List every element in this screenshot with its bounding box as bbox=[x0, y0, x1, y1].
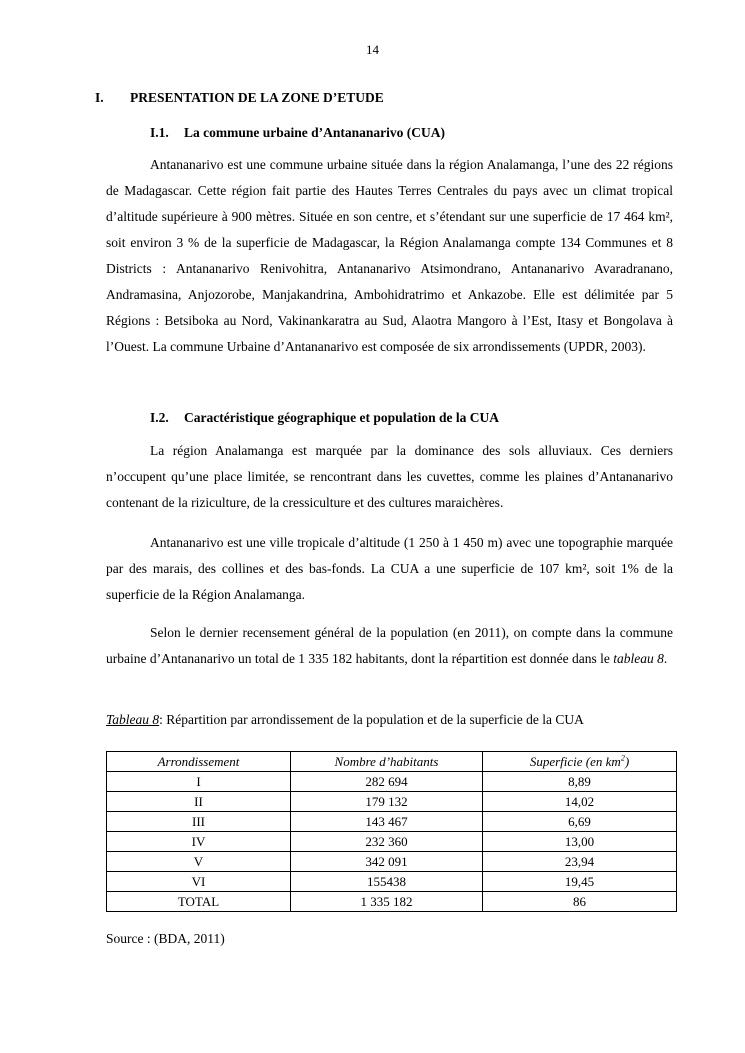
cell-arrondissement: IV bbox=[107, 832, 291, 852]
cell-superficie: 23,94 bbox=[483, 852, 677, 872]
table-source: Source : (BDA, 2011) bbox=[106, 931, 225, 946]
table-caption-label: Tableau 8 bbox=[106, 712, 160, 727]
page-number: 14 bbox=[366, 42, 379, 57]
subsection-title: Caractéristique géographique et population de la CUA bbox=[184, 410, 499, 425]
cell-habitants: 179 132 bbox=[291, 792, 483, 812]
cell-habitants: 232 360 bbox=[291, 832, 483, 852]
paragraph-topography: Antananarivo est une ville tropicale d’altitude (1 250 à 1 450 m) avec une topographie marquée par des marais, des collines et des bas-fonds. La CUA a une superficie de 107 km², soit 1% de la superficie de la Région Analamanga. bbox=[106, 535, 673, 602]
subsection-heading-1 bbox=[150, 125, 445, 141]
table-reference: tableau 8 bbox=[613, 651, 664, 666]
cell-total-habitants: 1 335 182 bbox=[291, 892, 483, 912]
cell-habitants: 282 694 bbox=[291, 772, 483, 792]
header-superficie-close: ) bbox=[624, 754, 630, 769]
cell-superficie: 6,69 bbox=[483, 812, 677, 832]
section-heading bbox=[95, 90, 384, 106]
cell-habitants: 143 467 bbox=[291, 812, 483, 832]
paragraph-soils: La région Analamanga est marquée par la dominance des sols alluviaux. Ces derniers n’occupent qu’une place limitée, se rencontrant dans les cuvettes, comme les plaines d’Antananarivo contenant de la riziculture, de la cressiculture et des cultures maraichères. bbox=[106, 443, 673, 510]
section-title: PRESENTATION DE LA ZONE D’ETUDE bbox=[130, 90, 384, 105]
header-habitants: Nombre d’habitants bbox=[291, 752, 483, 772]
cell-arrondissement: V bbox=[107, 852, 291, 872]
population-table bbox=[106, 751, 677, 912]
table-caption bbox=[106, 712, 584, 728]
table-total-row bbox=[107, 892, 677, 912]
cell-total-label: TOTAL bbox=[107, 892, 291, 912]
table-header-row bbox=[107, 752, 677, 772]
header-arrondissement: Arrondissement bbox=[107, 752, 291, 772]
table-row bbox=[107, 852, 677, 872]
cell-superficie: 13,00 bbox=[483, 832, 677, 852]
subsection-number: I.2. bbox=[150, 410, 169, 425]
table-row bbox=[107, 832, 677, 852]
cell-habitants: 155438 bbox=[291, 872, 483, 892]
cell-superficie: 8,89 bbox=[483, 772, 677, 792]
subsection-heading-2 bbox=[150, 410, 499, 426]
cell-total-superficie: 86 bbox=[483, 892, 677, 912]
table-row bbox=[107, 812, 677, 832]
section-number: I. bbox=[95, 90, 104, 105]
paragraph-population-text: Selon le dernier recensement général de la population (en 2011), on compte dans la commune urbaine d’Antananarivo un total de 1 335 182 habitants, dont la répartition est donnée dans le bbox=[106, 625, 673, 666]
cell-habitants: 342 091 bbox=[291, 852, 483, 872]
table-row bbox=[107, 772, 677, 792]
table-caption-text: : Répartition par arrondissement de la population et de la superficie de la CUA bbox=[159, 712, 584, 727]
cell-arrondissement: III bbox=[107, 812, 291, 832]
header-superficie-text: Superficie (en km bbox=[529, 754, 621, 769]
cell-arrondissement: I bbox=[107, 772, 291, 792]
subsection-number: I.1. bbox=[150, 125, 169, 140]
table-row bbox=[107, 872, 677, 892]
header-superficie bbox=[483, 752, 677, 772]
paragraph-population-end: . bbox=[663, 651, 668, 666]
cell-superficie: 14,02 bbox=[483, 792, 677, 812]
table-row bbox=[107, 792, 677, 812]
cell-arrondissement: VI bbox=[107, 872, 291, 892]
header-superficie-exponent: 2 bbox=[620, 753, 625, 763]
subsection-title: La commune urbaine d’Antananarivo (CUA) bbox=[184, 125, 446, 140]
paragraph-population bbox=[106, 620, 673, 672]
paragraph-cua-presentation: Antananarivo est une commune urbaine située dans la région Analamanga, l’une des 22 régions de Madagascar. Cette région fait partie des Hautes Terres Centrales du pays avec un climat tropical d’altitude supérieure à 900 mètres. Située en son centre, et s’étendant sur une superficie de 17 464 km², soit environ 3 % de la superficie de Madagascar, la Région Analamanga compte 134 Communes et 8 Districts : Antananarivo Renivohitra, Antananarivo Atsimondrano, Antananarivo Avaradranano, Andramasina, Anjozorobe, Manjakandrina, Ambohidratrimo et Ankazobe. Elle est délimitée par 5 Régions : Betsiboka au Nord, Vakinankaratra au Sud, Alaotra Mangoro à l’Est, Itasy et Bongolava à l’Ouest. La commune Urbaine d’Antananarivo est composée de six arrondissements (UPDR, 2003). bbox=[106, 157, 673, 354]
cell-superficie: 19,45 bbox=[483, 872, 677, 892]
cell-arrondissement: II bbox=[107, 792, 291, 812]
